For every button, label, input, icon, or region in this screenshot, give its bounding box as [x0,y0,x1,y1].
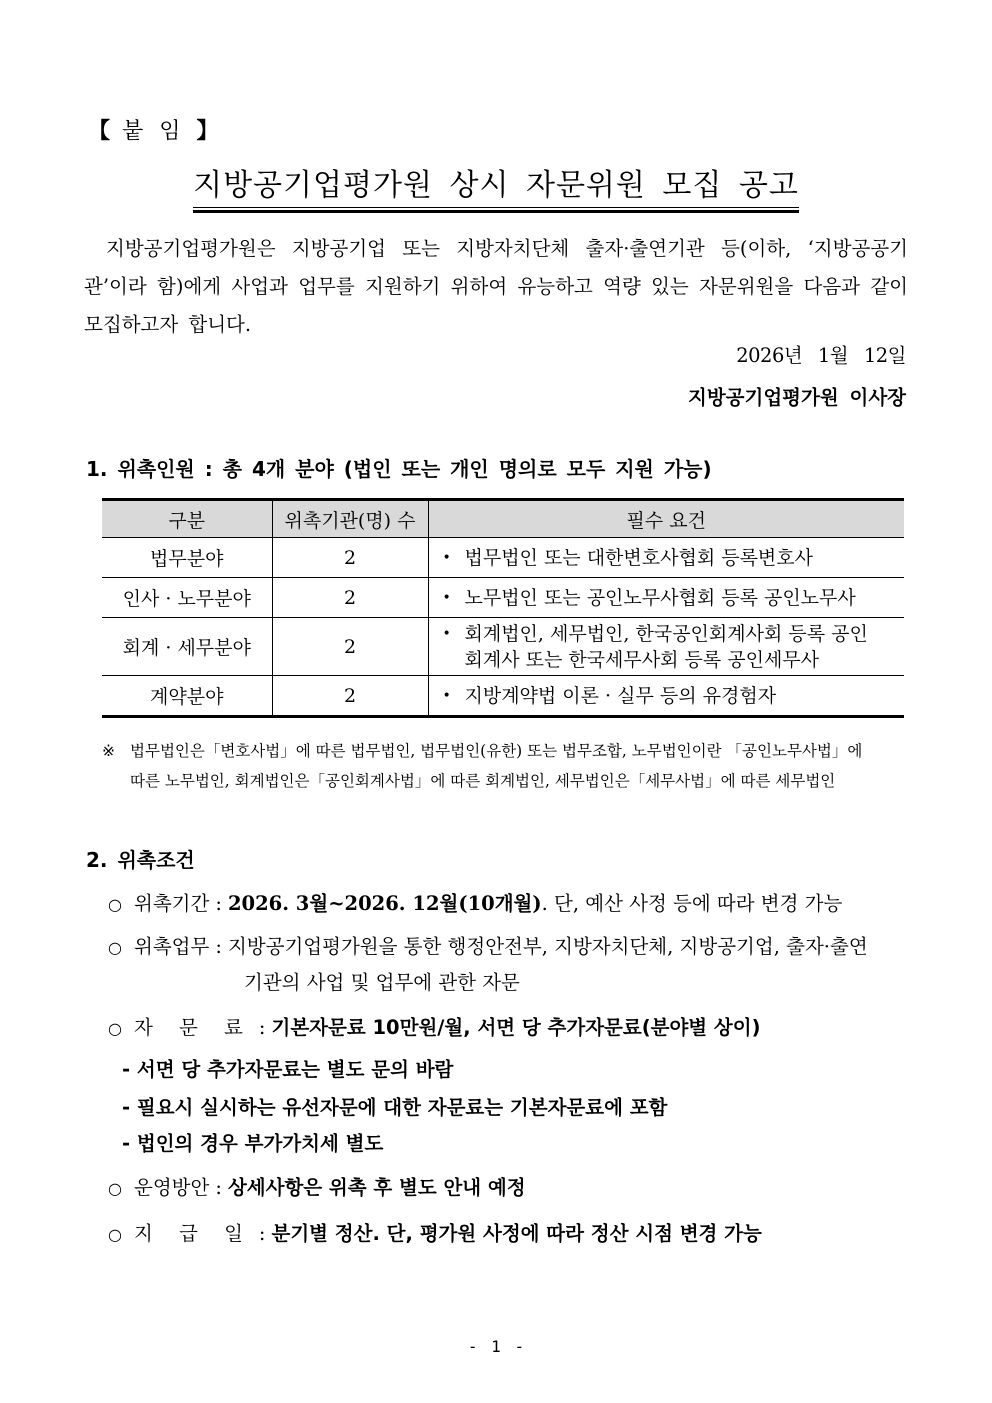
count-cell: 2 [272,618,428,676]
table-row [102,578,904,618]
header-requirement: 필수 요건 [428,500,904,538]
attachment-text: 붙임 [122,119,197,144]
field-cell: 인사 · 노무분야 [102,578,272,618]
condition-fee: ○ 자 문 료 : 기본자문료 10만원/월, 서면 당 추가자문료(분야별 상이) [108,1012,761,1040]
condition-operation: ○ 운영방안 : 상세사항은 위촉 후 별도 안내 예정 [108,1172,526,1200]
requirement-cell [428,538,904,578]
field-cell: 법무분야 [102,538,272,578]
title-wrapper [0,160,992,208]
bullet-icon: • [442,549,451,566]
requirement-cell [428,578,904,618]
requirement-text: 지방계약법 이론 · 실무 등의 유경험자 [464,684,777,707]
reference-mark-icon: ※ [102,742,115,760]
condition-label: 운영방안 [134,1176,210,1199]
requirement-cell [428,676,904,717]
condition-payday: ○ 지 급 일 : 분기별 정산. 단, 평가원 사정에 따라 정산 시점 변경 가능 [108,1218,762,1246]
operation-value: 상세사항은 위촉 후 별도 안내 예정 [227,1176,526,1199]
table-row [102,676,904,717]
circle-bullet-icon: ○ [108,895,122,914]
intro-paragraph: 지방공기업평가원은 지방공기업 또는 지방자치단체 출자·출연기관 등(이하, ‘지방공공기관’이라 함)에게 사업과 업무를 지원하기 위하여 유능하고 역량 있는 자문위원을 다음과 같이 모집하고자 합니다. [84,237,908,336]
note-line-2: 따른 노무법인, 회계법인은「공인회계사법」에 따른 회계법인, 세무법인은「세무사법」에 따른 세무법인 [130,772,836,790]
document-title: 지방공기업평가원 상시 자문위원 모집 공고 [193,160,799,208]
fee-value: 기본자문료 10만원/월, 서면 당 추가자문료(분야별 상이) [271,1016,761,1039]
table-header-row [102,500,904,538]
fee-sub-item: - 필요시 실시하는 유선자문에 대한 자문료는 기본자문료에 포함 [122,1096,668,1119]
section-2-heading: 2. 위촉조건 [86,848,195,872]
requirement-text: 회계법인, 세무법인, 한국공인회계사회 등록 공인 [464,622,868,645]
open-bracket: 【 [88,118,113,144]
condition-label: 위촉기간 [134,892,210,915]
count-cell: 2 [272,676,428,717]
payday-value: 분기별 정산. 단, 평가원 사정에 따라 정산 시점 변경 가능 [271,1222,762,1245]
bullet-icon: • [442,625,451,642]
duty-value-line-1: 지방공기업평가원을 통한 행정안전부, 지방자치단체, 지방공기업, 출자·출연 [227,935,868,958]
bullet-icon: • [442,687,451,704]
circle-bullet-icon: ○ [108,1225,122,1244]
requirement-cell [428,618,904,676]
table-row [102,618,904,676]
fee-sub-item: - 서면 당 추가자문료는 별도 문의 바람 [122,1058,454,1081]
fee-sub-item: - 법인의 경우 부가가치세 별도 [122,1132,384,1155]
table-row [102,538,904,578]
header-count: 위촉기관(명) 수 [272,500,428,538]
announcement-date: 2026년 1월 12일 [736,344,906,367]
count-cell: 2 [272,538,428,578]
period-remark: . 단, 예산 사정 등에 따라 변경 가능 [541,892,843,915]
requirement-text: 회계사 또는 한국세무사회 등록 공인세무사 [464,648,820,671]
field-cell: 계약분야 [102,676,272,717]
requirements-table [102,498,904,718]
condition-period: ○ 위촉기간 : 2026. 3월~2026. 12월(10개월). 단, 예산 사정 등에 따라 변경 가능 [108,888,842,916]
attachment-label [88,114,221,145]
legal-note [102,736,908,796]
close-bracket: 】 [196,118,221,144]
bullet-icon: • [442,589,451,606]
condition-label: 위촉업무 [134,935,210,958]
duty-value-line-2: 기관의 사업 및 업무에 관한 자문 [244,971,520,994]
requirement-text: 법무법인 또는 대한변호사협회 등록변호사 [464,546,813,569]
condition-duty: ○ 위촉업무 : 지방공기업평가원을 통한 행정안전부, 지방자치단체, 지방공기업, 출자·출연 [108,931,868,959]
circle-bullet-icon: ○ [108,938,122,957]
circle-bullet-icon: ○ [108,1019,122,1038]
count-cell: 2 [272,578,428,618]
note-line-1: 법무법인은「변호사법」에 따른 법무법인, 법무법인(유한) 또는 법무조합, 노무법인이란 「공인노무사법」에 [130,742,863,760]
requirement-text: 노무법인 또는 공인노무사협회 등록 공인노무사 [464,586,856,609]
condition-label: 지 급 일 [134,1222,253,1245]
field-cell: 회계 · 세무분야 [102,618,272,676]
condition-label: 자 문 료 [134,1016,253,1039]
header-field: 구분 [102,500,272,538]
signer: 지방공기업평가원 이사장 [688,386,906,409]
circle-bullet-icon: ○ [108,1179,122,1198]
section-1-heading: 1. 위촉인원 : 총 4개 분야 (법인 또는 개인 명의로 모두 지원 가능) [86,457,712,481]
page-number: - 1 - [467,1337,525,1356]
period-value: 2026. 3월~2026. 12월(10개월) [227,892,542,915]
